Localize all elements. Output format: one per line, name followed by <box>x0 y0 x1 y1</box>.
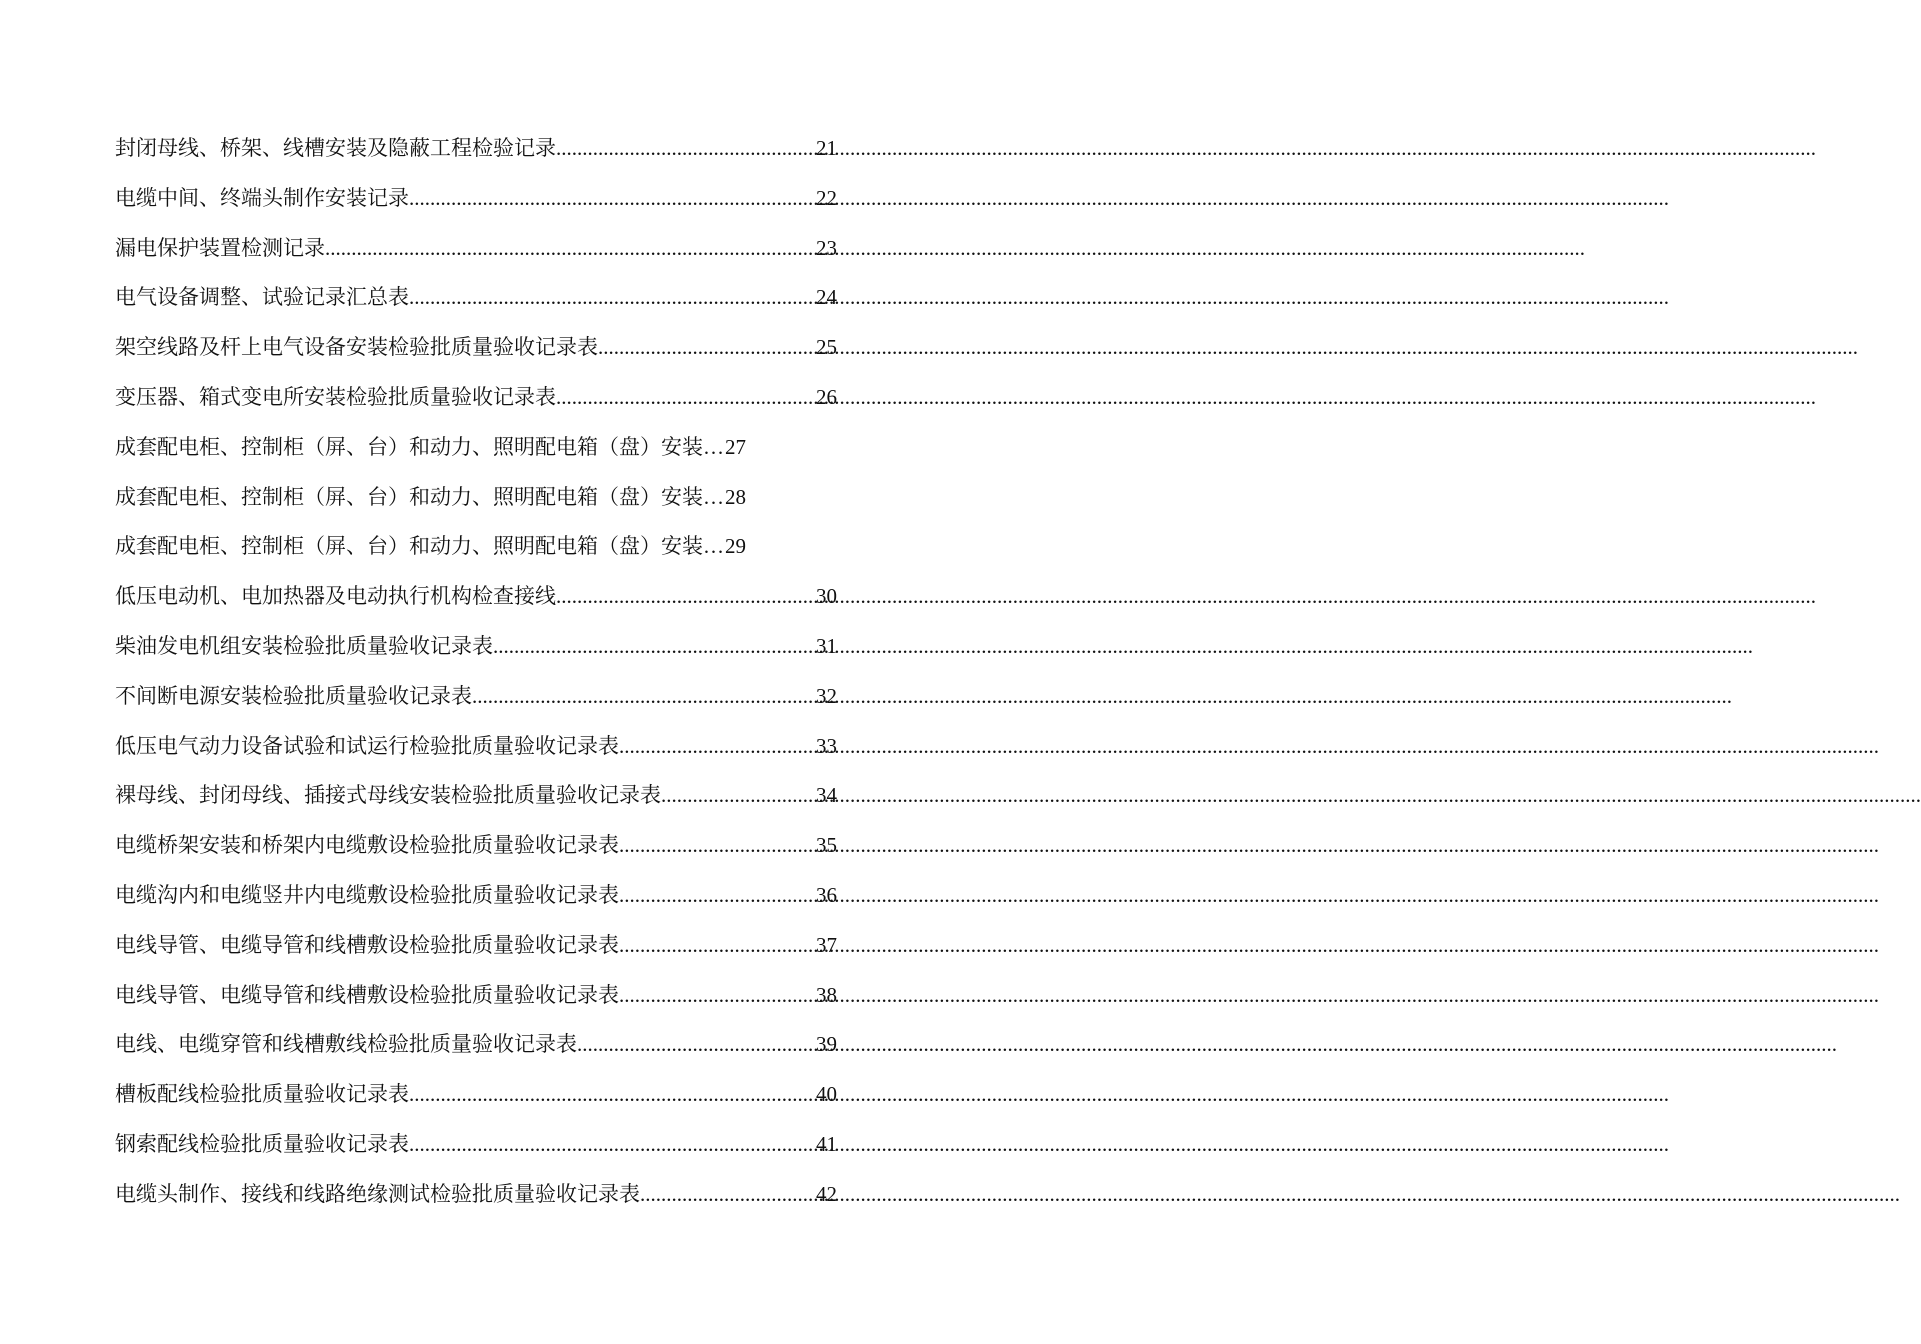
toc-dot-leader <box>619 828 815 862</box>
toc-entry-ellipsis: … <box>703 484 724 509</box>
toc-entry-page-number: 21 <box>816 136 837 160</box>
toc-entry-page-number: 23 <box>816 235 837 260</box>
toc-entry-title: 变压器、箱式变电所安装检验批质量验收记录表 <box>115 384 556 409</box>
toc-entry-ellipsis: … <box>703 534 724 559</box>
toc-dot-leader <box>598 330 815 364</box>
toc-entry-page-number: 39 <box>816 1032 837 1057</box>
toc-entry-page-number: 33 <box>816 733 837 758</box>
toc-entry[interactable] <box>115 430 837 480</box>
toc-entry[interactable] <box>115 480 837 530</box>
toc-entry-page-number: 34 <box>816 783 837 808</box>
toc-dot-leader <box>619 928 815 962</box>
toc-entry[interactable] <box>115 529 837 579</box>
toc-dot-leader <box>493 629 815 663</box>
toc-entry[interactable] <box>115 280 837 330</box>
toc-entry[interactable] <box>115 629 837 679</box>
toc-entry-title: 柴油发电机组安装检验批质量验收记录表 <box>115 633 493 658</box>
toc-entry[interactable] <box>115 131 837 181</box>
toc-entry[interactable] <box>115 1177 837 1227</box>
toc-entry[interactable] <box>115 231 837 281</box>
toc-entry-title: 不间断电源安装检验批质量验收记录表 <box>115 683 472 708</box>
toc-entry-page-number: 27 <box>725 434 746 459</box>
toc-entry-title: 封闭母线、桥架、线槽安装及隐蔽工程检验记录 <box>115 136 556 160</box>
toc-entry-page-number: 22 <box>816 185 837 210</box>
toc-entry-page-number: 35 <box>816 833 837 858</box>
toc-entry-title: 裸母线、封闭母线、插接式母线安装检验批质量验收记录表 <box>115 783 661 808</box>
toc-entry-page-number: 32 <box>816 683 837 708</box>
toc-entry-title: 电线、电缆穿管和线槽敷线检验批质量验收记录表 <box>115 1032 577 1057</box>
toc-entry-page-number: 42 <box>816 1181 837 1206</box>
toc-dot-leader <box>640 1177 815 1211</box>
toc-entry-title: 电缆中间、终端头制作安装记录 <box>115 185 409 210</box>
toc-dot-leader <box>661 778 815 812</box>
toc-entry-page-number: 40 <box>816 1082 837 1107</box>
toc-entry[interactable] <box>115 978 837 1028</box>
toc-entry[interactable] <box>115 181 837 231</box>
toc-entry-title: 低压电气动力设备试验和试运行检验批质量验收记录表 <box>115 733 619 758</box>
toc-entry[interactable] <box>115 1027 837 1077</box>
toc-entry-title: 电缆沟内和电缆竖井内电缆敷设检验批质量验收记录表 <box>115 882 619 907</box>
toc-entry-page-number: 36 <box>816 882 837 907</box>
toc-entry-page-number: 26 <box>816 384 837 409</box>
toc-dot-leader <box>556 579 815 613</box>
toc-entry-ellipsis: … <box>703 434 724 459</box>
toc-entry-title: 低压电动机、电加热器及电动执行机构检查接线 <box>115 584 556 609</box>
toc-entry-title: 钢索配线检验批质量验收记录表 <box>115 1131 409 1156</box>
toc-dot-leader <box>409 1127 815 1161</box>
toc-entry-page-number: 28 <box>725 484 746 509</box>
toc-entry-title: 电缆桥架安装和桥架内电缆敷设检验批质量验收记录表 <box>115 833 619 858</box>
toc-entry[interactable] <box>115 1127 837 1177</box>
toc-entry[interactable] <box>115 729 837 779</box>
toc-entry-page-number: 29 <box>725 534 746 559</box>
toc-dot-leader <box>619 978 815 1012</box>
toc-entry-title: 成套配电柜、控制柜（屏、台）和动力、照明配电箱（盘）安装 <box>115 484 703 509</box>
toc-entry-title: 电线导管、电缆导管和线槽敷设检验批质量验收记录表 <box>115 932 619 957</box>
toc-entry-title: 电线导管、电缆导管和线槽敷设检验批质量验收记录表 <box>115 982 619 1007</box>
toc-entry-title: 电气设备调整、试验记录汇总表 <box>115 285 409 310</box>
toc-dot-leader <box>619 878 815 912</box>
toc-dot-leader <box>556 131 815 165</box>
toc-dot-leader <box>472 679 815 713</box>
toc-entry-page-number: 37 <box>816 932 837 957</box>
toc-entry-page-number: 31 <box>816 633 837 658</box>
toc-entry[interactable] <box>115 1077 837 1127</box>
toc-dot-leader <box>409 1077 815 1111</box>
toc-entry-page-number: 25 <box>816 335 837 360</box>
table-of-contents <box>115 131 837 1227</box>
toc-entry[interactable] <box>115 828 837 878</box>
toc-entry[interactable] <box>115 679 837 729</box>
toc-entry[interactable] <box>115 778 837 828</box>
toc-entry-title: 成套配电柜、控制柜（屏、台）和动力、照明配电箱（盘）安装 <box>115 434 703 459</box>
toc-entry-page-number: 41 <box>816 1131 837 1156</box>
toc-entry-title: 漏电保护装置检测记录 <box>115 235 325 260</box>
toc-dot-leader <box>556 380 815 414</box>
toc-dot-leader <box>325 231 815 265</box>
toc-entry-title: 电缆头制作、接线和线路绝缘测试检验批质量验收记录表 <box>115 1181 640 1206</box>
toc-entry[interactable] <box>115 928 837 978</box>
toc-entry[interactable] <box>115 380 837 430</box>
toc-entry-title: 槽板配线检验批质量验收记录表 <box>115 1082 409 1107</box>
toc-dot-leader <box>577 1027 815 1061</box>
toc-dot-leader <box>409 181 815 215</box>
toc-entry-page-number: 24 <box>816 285 837 310</box>
toc-entry-page-number: 30 <box>816 584 837 609</box>
toc-dot-leader <box>409 280 815 314</box>
toc-dot-leader <box>619 729 815 763</box>
toc-entry[interactable] <box>115 330 837 380</box>
toc-entry[interactable] <box>115 878 837 928</box>
toc-entry[interactable] <box>115 579 837 629</box>
toc-entry-title: 成套配电柜、控制柜（屏、台）和动力、照明配电箱（盘）安装 <box>115 534 703 559</box>
toc-entry-title: 架空线路及杆上电气设备安装检验批质量验收记录表 <box>115 335 598 360</box>
toc-entry-page-number: 38 <box>816 982 837 1007</box>
